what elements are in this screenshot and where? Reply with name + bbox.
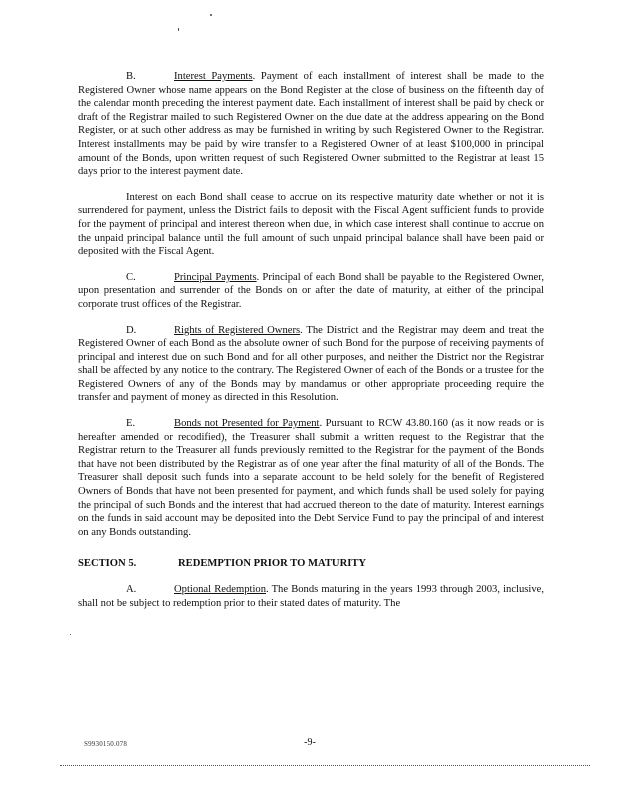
paragraph-label: E.: [126, 418, 136, 430]
paragraph-text: . Principal of each Bond shall be payable to the Registered Owner, upon presentation and surrender of the Bonds on or after the date of maturity, at either of the principal corporate trust offices of the Registrar.: [78, 271, 544, 310]
paragraph-text: . The District and the Registrar may deem and treat the Registered Owner of each Bond as the absolute owner of such Bond for the purpose of receiving payments of principal and interest due on such Bond and for all other purposes, and neither the District nor the Registrar shall be affected by any notice to the contrary. The Registered Owner of each of the Bonds or a trustee for the Registered Owners of any of the Bonds may by mandamus or other appropriate proceeding require the transfer and payment of money as directed in this Resolution.: [78, 324, 544, 404]
paragraph-label: C.: [126, 271, 136, 283]
paragraph-heading: Principal Payments: [174, 271, 257, 283]
footer-rule: [60, 765, 590, 766]
paragraph-heading: Optional Redemption: [174, 584, 266, 595]
paragraph-label: A.: [126, 584, 137, 595]
document-body: [78, 70, 544, 622]
paragraph-heading: Rights of Registered Owners: [174, 324, 301, 336]
paragraph-text: . Pursuant to RCW 43.80.160 (as it now reads or is hereafter amended or recodified), the Treasurer shall submit a written request to the Registrar that the Registrar return to the Treasurer all funds previously remitted to the Registrar for the payment of the Bonds that have not been distributed by the Registrar as of one year after the final maturity of all of the Bonds. The Treasurer shall deposit such funds into a separate account to be held solely for the benefit of Registered Owners of Bonds that have not been presented for payment, and which funds shall be used solely for paying the principal of such Bonds and the interest that had accrued thereon to the date of maturity. Interest earnings on the funds in said account may be deposited into the Debt Service Fund to pay the principal of and interest on any Bonds outstanding.: [78, 418, 544, 538]
paragraph-heading: Interest Payments: [174, 71, 253, 82]
paragraph-text: . The Bonds maturing in the years 1993 through 2003, inclusive, shall not be subject to redemption prior to their stated dates of maturity. The: [78, 584, 544, 609]
page-number: -9-: [304, 737, 316, 748]
scan-speck: [70, 634, 71, 635]
paragraph-bonds-not-presented: [78, 417, 544, 539]
document-code: S9930150.078: [84, 740, 128, 748]
scan-speck: [210, 14, 212, 16]
paragraph-interest-payments: [78, 70, 544, 179]
scan-speck: [178, 28, 179, 31]
section-number: SECTION 5.: [78, 558, 137, 570]
section-title: REDEMPTION PRIOR TO MATURITY: [178, 558, 367, 570]
paragraph-rights-of-owners: [78, 324, 544, 406]
paragraph-optional-redemption: [78, 583, 544, 610]
paragraph-label: B.: [126, 71, 136, 82]
section-heading: [78, 557, 544, 571]
paragraph-text: . Payment of each installment of interest shall be made to the Registered Owner whose name appears on the Bond Register at the close of business on the fifteenth day of the calendar month preceding the interest payment date. Each installment of interest shall be paid by check or draft of the Registrar mailed to such Registered Owner on the due date at the address appearing on the Bond Register, or at such other address as may be furnished in writing by such Registered Owner to the Registrar. Interest installments may be paid by wire transfer to a Registered Owner of at least $100,000 in principal amount of the Bonds, upon written request of such Registered Owner submitted to the Registrar at least 15 days prior to the interest payment date.: [78, 71, 544, 178]
paragraph-label: D.: [126, 324, 137, 336]
paragraph-interest-accrual: Interest on each Bond shall cease to accrue on its respective maturity date whether or not it is surrendered for payment, unless the District fails to deposit with the Fiscal Agent sufficient funds to provide for the payment of principal and interest thereon when due, in which case interest shall continue to accrue on the unpaid principal balance until the full amount of such unpaid principal balance shall have been paid or deposited with the Fiscal Agent.: [78, 191, 544, 258]
paragraph-principal-payments: [78, 271, 544, 312]
paragraph-heading: Bonds not Presented for Payment: [174, 418, 320, 430]
